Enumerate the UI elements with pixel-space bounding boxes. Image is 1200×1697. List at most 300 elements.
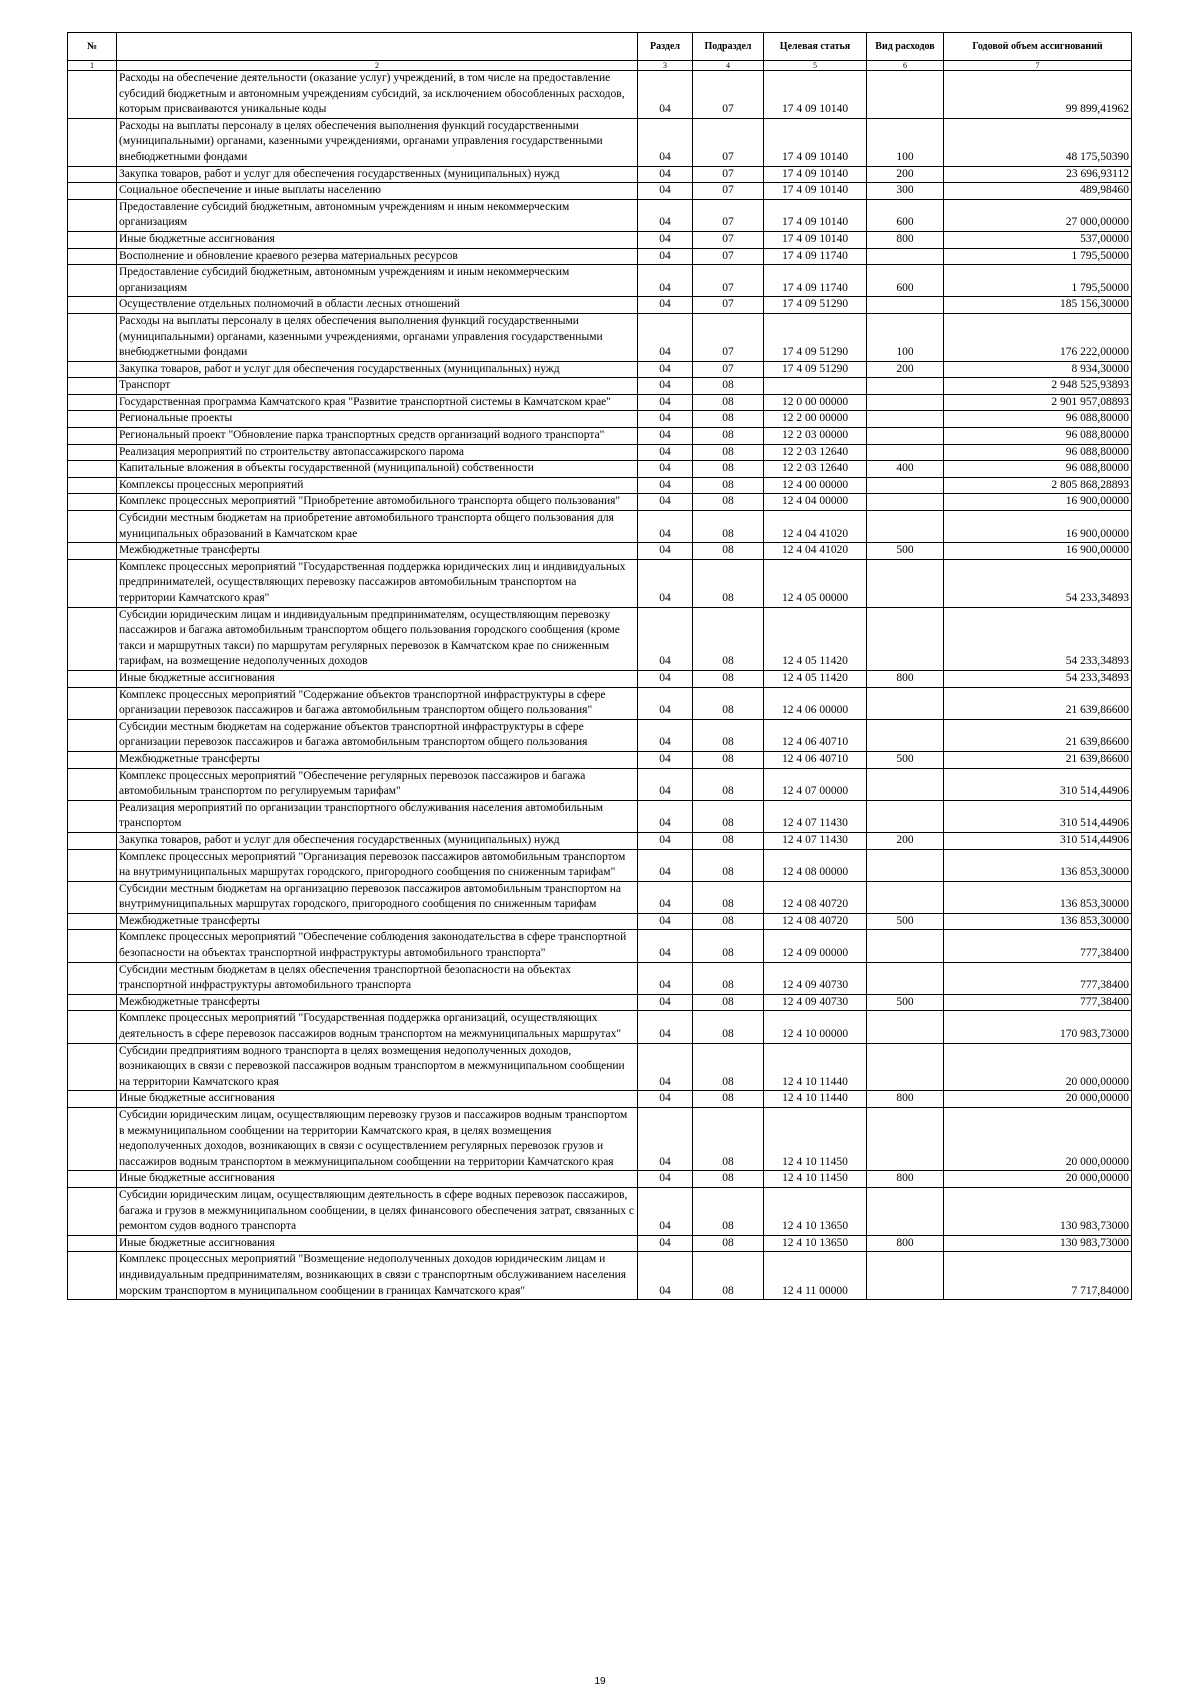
cell-num xyxy=(68,477,117,494)
cell-num xyxy=(68,1252,117,1300)
cell-type: 100 xyxy=(867,118,944,166)
cell-podrazdel: 08 xyxy=(693,670,764,687)
cell-amount: 8 934,30000 xyxy=(944,361,1132,378)
cell-name: Региональные проекты xyxy=(117,411,638,428)
cell-razdel: 04 xyxy=(638,930,693,962)
cell-type: 200 xyxy=(867,361,944,378)
table-row xyxy=(68,930,1132,962)
table-row xyxy=(68,994,1132,1011)
cell-name: Межбюджетные трансферты xyxy=(117,913,638,930)
cell-type xyxy=(867,511,944,543)
cell-razdel: 04 xyxy=(638,832,693,849)
cell-num xyxy=(68,411,117,428)
table-row xyxy=(68,411,1132,428)
cell-name: Комплекс процессных мероприятий "Обеспечение соблюдения законодательства в сфере транспортной безопасности на объектах транспортной инфраструктуры автомобильного транспорта" xyxy=(117,930,638,962)
cell-num xyxy=(68,444,117,461)
cell-type: 200 xyxy=(867,166,944,183)
cell-num xyxy=(68,1043,117,1091)
cell-num xyxy=(68,199,117,231)
header-target: Целевая статья xyxy=(764,33,867,61)
cell-target: 12 4 06 00000 xyxy=(764,687,867,719)
cell-type xyxy=(867,962,944,994)
cell-podrazdel: 08 xyxy=(693,494,764,511)
cell-target: 17 4 09 51290 xyxy=(764,313,867,361)
cell-target: 12 4 08 40720 xyxy=(764,913,867,930)
cell-type: 500 xyxy=(867,543,944,560)
cell-target: 12 4 10 11440 xyxy=(764,1043,867,1091)
cell-name: Иные бюджетные ассигнования xyxy=(117,1171,638,1188)
cell-podrazdel: 08 xyxy=(693,559,764,607)
cell-target: 17 4 09 51290 xyxy=(764,297,867,314)
cell-target: 12 4 06 40710 xyxy=(764,751,867,768)
cell-razdel: 04 xyxy=(638,248,693,265)
table-row xyxy=(68,687,1132,719)
cell-amount: 20 000,00000 xyxy=(944,1108,1132,1171)
cell-amount: 310 514,44906 xyxy=(944,768,1132,800)
cell-type xyxy=(867,1252,944,1300)
cell-amount: 130 983,73000 xyxy=(944,1235,1132,1252)
cell-type: 200 xyxy=(867,832,944,849)
table-row xyxy=(68,670,1132,687)
cell-type: 400 xyxy=(867,461,944,478)
cell-num xyxy=(68,913,117,930)
cell-type xyxy=(867,800,944,832)
cell-name: Комплекс процессных мероприятий "Государственная поддержка юридических лиц и индивидуальных предпринимателей, осуществляющих перевозку пассажиров автомобильным транспортом на территории Камчатского края" xyxy=(117,559,638,607)
cell-razdel: 04 xyxy=(638,962,693,994)
cell-name: Закупка товаров, работ и услуг для обеспечения государственных (муниципальных) нужд xyxy=(117,832,638,849)
cell-razdel: 04 xyxy=(638,444,693,461)
column-number-row xyxy=(68,61,1132,71)
cell-target: 12 4 05 11420 xyxy=(764,670,867,687)
cell-type: 800 xyxy=(867,1171,944,1188)
cell-razdel: 04 xyxy=(638,183,693,200)
cell-type xyxy=(867,607,944,670)
cell-podrazdel: 08 xyxy=(693,511,764,543)
cell-name: Комплекс процессных мероприятий "Организация перевозок пассажиров автомобильным транспортом на внутримуниципальных маршрутах городского, пригородного сообщения по сниженным тарифам" xyxy=(117,849,638,881)
cell-podrazdel: 08 xyxy=(693,607,764,670)
cell-amount: 96 088,80000 xyxy=(944,411,1132,428)
cell-target: 17 4 09 10140 xyxy=(764,199,867,231)
cell-amount: 1 795,50000 xyxy=(944,265,1132,297)
cell-podrazdel: 08 xyxy=(693,428,764,445)
cell-podrazdel: 08 xyxy=(693,913,764,930)
cell-podrazdel: 08 xyxy=(693,1011,764,1043)
table-row xyxy=(68,1171,1132,1188)
cell-target: 12 4 10 00000 xyxy=(764,1011,867,1043)
cell-name: Комплекс процессных мероприятий "Содержание объектов транспортной инфраструктуры в сфере организации перевозок пассажиров и багажа автомобильным транспортом общего пользования" xyxy=(117,687,638,719)
cell-num xyxy=(68,231,117,248)
cell-name: Комплекс процессных мероприятий "Возмещение недополученных доходов юридическим лицам и индивидуальным предпринимателям, возникающих в связи с транспортным обслуживанием населения морским транспортом в муниципальном сообщении в границах Камчатского края" xyxy=(117,1252,638,1300)
table-row xyxy=(68,1011,1132,1043)
cell-podrazdel: 07 xyxy=(693,361,764,378)
cell-amount: 310 514,44906 xyxy=(944,832,1132,849)
cell-amount: 136 853,30000 xyxy=(944,849,1132,881)
cell-type xyxy=(867,394,944,411)
cell-podrazdel: 08 xyxy=(693,800,764,832)
cell-target: 12 4 11 00000 xyxy=(764,1252,867,1300)
cell-target: 12 4 00 00000 xyxy=(764,477,867,494)
cell-type xyxy=(867,1011,944,1043)
cell-amount: 54 233,34893 xyxy=(944,559,1132,607)
table-row xyxy=(68,913,1132,930)
cell-razdel: 04 xyxy=(638,411,693,428)
cell-num xyxy=(68,1011,117,1043)
cell-amount: 537,00000 xyxy=(944,231,1132,248)
cell-name: Региональный проект "Обновление парка транспортных средств организаций водного транспорта" xyxy=(117,428,638,445)
cell-type xyxy=(867,768,944,800)
cell-razdel: 04 xyxy=(638,461,693,478)
cell-target: 12 4 04 41020 xyxy=(764,511,867,543)
cell-amount: 136 853,30000 xyxy=(944,913,1132,930)
cell-amount: 2 948 525,93893 xyxy=(944,378,1132,395)
table-row xyxy=(68,199,1132,231)
cell-name: Осуществление отдельных полномочий в области лесных отношений xyxy=(117,297,638,314)
cell-num xyxy=(68,1091,117,1108)
cell-target: 17 4 09 10140 xyxy=(764,118,867,166)
cell-podrazdel: 08 xyxy=(693,411,764,428)
cell-num xyxy=(68,166,117,183)
cell-type xyxy=(867,378,944,395)
cell-type: 600 xyxy=(867,199,944,231)
cell-num xyxy=(68,428,117,445)
cell-num xyxy=(68,607,117,670)
table-row xyxy=(68,313,1132,361)
cell-num xyxy=(68,1187,117,1235)
cell-amount: 21 639,86600 xyxy=(944,687,1132,719)
cell-name: Субсидии юридическим лицам, осуществляющим деятельность в сфере водных перевозок пассажиров, багажа и грузов в межмуниципальном сообщении, в целях финансового обеспечения затрат, связанных с ремонтом судов водного транспорта xyxy=(117,1187,638,1235)
cell-razdel: 04 xyxy=(638,994,693,1011)
cell-razdel: 04 xyxy=(638,1091,693,1108)
cell-type: 800 xyxy=(867,1235,944,1252)
cell-razdel: 04 xyxy=(638,559,693,607)
column-number: 6 xyxy=(867,61,944,71)
cell-num xyxy=(68,313,117,361)
cell-amount: 20 000,00000 xyxy=(944,1171,1132,1188)
cell-amount: 20 000,00000 xyxy=(944,1043,1132,1091)
cell-razdel: 04 xyxy=(638,687,693,719)
cell-amount: 16 900,00000 xyxy=(944,511,1132,543)
cell-name: Субсидии местным бюджетам на содержание объектов транспортной инфраструктуры в сфере организации перевозок пассажиров и багажа автомобильным транспортом общего пользования xyxy=(117,719,638,751)
cell-num xyxy=(68,511,117,543)
cell-amount: 54 233,34893 xyxy=(944,670,1132,687)
cell-num xyxy=(68,361,117,378)
cell-type xyxy=(867,930,944,962)
cell-num xyxy=(68,719,117,751)
cell-podrazdel: 07 xyxy=(693,118,764,166)
cell-type xyxy=(867,1043,944,1091)
cell-amount: 20 000,00000 xyxy=(944,1091,1132,1108)
cell-type xyxy=(867,444,944,461)
cell-num xyxy=(68,930,117,962)
cell-amount: 48 175,50390 xyxy=(944,118,1132,166)
cell-type: 500 xyxy=(867,751,944,768)
cell-podrazdel: 07 xyxy=(693,297,764,314)
cell-target: 12 4 10 11450 xyxy=(764,1108,867,1171)
cell-name: Восполнение и обновление краевого резерва материальных ресурсов xyxy=(117,248,638,265)
cell-name: Межбюджетные трансферты xyxy=(117,994,638,1011)
cell-name: Комплекс процессных мероприятий "Государственная поддержка организаций, осуществляющих деятельность в сфере перевозок пассажиров водным транспортом на межмуниципальных маршрутах" xyxy=(117,1011,638,1043)
table-row xyxy=(68,265,1132,297)
table-row xyxy=(68,849,1132,881)
cell-podrazdel: 07 xyxy=(693,248,764,265)
cell-target: 17 4 09 10140 xyxy=(764,166,867,183)
cell-name: Иные бюджетные ассигнования xyxy=(117,1235,638,1252)
cell-razdel: 04 xyxy=(638,1187,693,1235)
cell-name: Расходы на обеспечение деятельности (оказание услуг) учреждений, в том числе на предоставление субсидий бюджетным и автономным учреждениям субсидий, за исключением обособленных расходов, которым присваиваются уникальные коды xyxy=(117,71,638,119)
cell-target: 12 4 04 41020 xyxy=(764,543,867,560)
table-row xyxy=(68,607,1132,670)
cell-target: 12 4 07 00000 xyxy=(764,768,867,800)
cell-num xyxy=(68,1108,117,1171)
cell-type xyxy=(867,559,944,607)
header-type: Вид расходов xyxy=(867,33,944,61)
cell-name: Закупка товаров, работ и услуг для обеспечения государственных (муниципальных) нужд xyxy=(117,361,638,378)
column-number: 7 xyxy=(944,61,1132,71)
cell-podrazdel: 07 xyxy=(693,265,764,297)
cell-type xyxy=(867,71,944,119)
cell-num xyxy=(68,559,117,607)
cell-podrazdel: 08 xyxy=(693,1235,764,1252)
table-row xyxy=(68,881,1132,913)
cell-razdel: 04 xyxy=(638,428,693,445)
cell-razdel: 04 xyxy=(638,1252,693,1300)
cell-num xyxy=(68,1235,117,1252)
table-row xyxy=(68,1252,1132,1300)
cell-name: Государственная программа Камчатского края "Развитие транспортной системы в Камчатском крае" xyxy=(117,394,638,411)
cell-podrazdel: 08 xyxy=(693,1171,764,1188)
cell-amount: 23 696,93112 xyxy=(944,166,1132,183)
cell-target: 12 4 10 13650 xyxy=(764,1187,867,1235)
cell-amount: 777,38400 xyxy=(944,930,1132,962)
cell-num xyxy=(68,768,117,800)
cell-name: Межбюджетные трансферты xyxy=(117,543,638,560)
cell-podrazdel: 08 xyxy=(693,444,764,461)
cell-podrazdel: 08 xyxy=(693,1108,764,1171)
cell-name: Иные бюджетные ассигнования xyxy=(117,1091,638,1108)
cell-target: 12 4 09 40730 xyxy=(764,962,867,994)
table-row xyxy=(68,118,1132,166)
cell-amount: 1 795,50000 xyxy=(944,248,1132,265)
cell-podrazdel: 08 xyxy=(693,930,764,962)
cell-type: 500 xyxy=(867,994,944,1011)
cell-amount: 54 233,34893 xyxy=(944,607,1132,670)
table-row xyxy=(68,962,1132,994)
cell-razdel: 04 xyxy=(638,313,693,361)
header-amount: Годовой объем ассигнований xyxy=(944,33,1132,61)
cell-num xyxy=(68,670,117,687)
table-row xyxy=(68,751,1132,768)
cell-name: Комплекс процессных мероприятий "Приобретение автомобильного транспорта общего пользования" xyxy=(117,494,638,511)
cell-razdel: 04 xyxy=(638,265,693,297)
cell-razdel: 04 xyxy=(638,670,693,687)
cell-razdel: 04 xyxy=(638,751,693,768)
cell-razdel: 04 xyxy=(638,378,693,395)
cell-podrazdel: 08 xyxy=(693,687,764,719)
cell-razdel: 04 xyxy=(638,881,693,913)
table-row xyxy=(68,832,1132,849)
table-row xyxy=(68,394,1132,411)
cell-num xyxy=(68,849,117,881)
cell-name: Социальное обеспечение и иные выплаты населению xyxy=(117,183,638,200)
cell-razdel: 04 xyxy=(638,71,693,119)
cell-target: 12 4 05 00000 xyxy=(764,559,867,607)
table-row xyxy=(68,1091,1132,1108)
cell-amount: 2 901 957,08893 xyxy=(944,394,1132,411)
cell-podrazdel: 08 xyxy=(693,543,764,560)
cell-amount: 96 088,80000 xyxy=(944,428,1132,445)
cell-name: Реализация мероприятий по строительству автопассажирского парома xyxy=(117,444,638,461)
cell-podrazdel: 08 xyxy=(693,1252,764,1300)
cell-podrazdel: 07 xyxy=(693,183,764,200)
table-row xyxy=(68,1043,1132,1091)
cell-name: Предоставление субсидий бюджетным, автономным учреждениям и иным некоммерческим организациям xyxy=(117,265,638,297)
table-row xyxy=(68,543,1132,560)
header-row xyxy=(68,33,1132,61)
cell-name: Межбюджетные трансферты xyxy=(117,751,638,768)
cell-name: Закупка товаров, работ и услуг для обеспечения государственных (муниципальных) нужд xyxy=(117,166,638,183)
cell-num xyxy=(68,118,117,166)
cell-target: 12 4 10 11450 xyxy=(764,1171,867,1188)
cell-num xyxy=(68,800,117,832)
cell-amount: 136 853,30000 xyxy=(944,881,1132,913)
table-row xyxy=(68,183,1132,200)
cell-type xyxy=(867,687,944,719)
cell-podrazdel: 08 xyxy=(693,1187,764,1235)
cell-name: Субсидии местным бюджетам на приобретение автомобильного транспорта общего пользования для муниципальных образований в Камчатском крае xyxy=(117,511,638,543)
cell-target: 12 0 00 00000 xyxy=(764,394,867,411)
cell-name: Субсидии юридическим лицам и индивидуальным предпринимателям, осуществляющим перевозку пассажиров и багажа автомобильным транспортом общего пользования городского сообщения (кроме такси и маршрутных такси) по маршрутам регулярных перевозок в Камчатском крае по сниженным тарифам, на возмещение недополученных доходов xyxy=(117,607,638,670)
table-row xyxy=(68,428,1132,445)
cell-type: 600 xyxy=(867,265,944,297)
cell-razdel: 04 xyxy=(638,768,693,800)
column-number: 3 xyxy=(638,61,693,71)
cell-podrazdel: 08 xyxy=(693,881,764,913)
cell-amount: 777,38400 xyxy=(944,962,1132,994)
table-row xyxy=(68,166,1132,183)
cell-num xyxy=(68,881,117,913)
table-row xyxy=(68,461,1132,478)
cell-amount: 99 899,41962 xyxy=(944,71,1132,119)
cell-type xyxy=(867,1108,944,1171)
cell-razdel: 04 xyxy=(638,1171,693,1188)
cell-podrazdel: 07 xyxy=(693,313,764,361)
cell-razdel: 04 xyxy=(638,297,693,314)
cell-amount: 170 983,73000 xyxy=(944,1011,1132,1043)
cell-num xyxy=(68,183,117,200)
cell-amount: 130 983,73000 xyxy=(944,1187,1132,1235)
cell-name: Реализация мероприятий по организации транспортного обслуживания населения автомобильным транспортом xyxy=(117,800,638,832)
cell-amount: 777,38400 xyxy=(944,994,1132,1011)
cell-razdel: 04 xyxy=(638,511,693,543)
cell-num xyxy=(68,994,117,1011)
table-row xyxy=(68,1108,1132,1171)
cell-name: Субсидии юридическим лицам, осуществляющим перевозку грузов и пассажиров водным транспортом в межмуниципальном сообщении на территории Камчатского края, в целях возмещения недополученных доходов, возникающих в связи с осуществлением регулярных перевозок грузов и пассажиров водным транспортом в межмуниципальном сообщении на территории Камчатского края xyxy=(117,1108,638,1171)
cell-razdel: 04 xyxy=(638,1235,693,1252)
cell-type: 800 xyxy=(867,670,944,687)
cell-amount: 2 805 868,28893 xyxy=(944,477,1132,494)
cell-name: Субсидии предприятиям водного транспорта в целях возмещения недополученных доходов, возникающих в связи с перевозкой пассажиров водным транспортом в межмуниципальном сообщении на территории Камчатского края xyxy=(117,1043,638,1091)
table-row xyxy=(68,559,1132,607)
header-num: № xyxy=(68,33,117,61)
cell-target: 17 4 09 11740 xyxy=(764,248,867,265)
cell-num xyxy=(68,832,117,849)
cell-type: 500 xyxy=(867,913,944,930)
cell-target: 12 4 09 00000 xyxy=(764,930,867,962)
cell-amount: 16 900,00000 xyxy=(944,494,1132,511)
cell-amount: 7 717,84000 xyxy=(944,1252,1132,1300)
cell-type xyxy=(867,719,944,751)
table-row xyxy=(68,800,1132,832)
cell-type: 800 xyxy=(867,231,944,248)
cell-target: 17 4 09 10140 xyxy=(764,231,867,248)
cell-type xyxy=(867,428,944,445)
cell-num xyxy=(68,962,117,994)
cell-name: Расходы на выплаты персоналу в целях обеспечения выполнения функций государственными (муниципальными) органами, казенными учреждениями, органами управления государственными внебюджетными фондами xyxy=(117,313,638,361)
cell-razdel: 04 xyxy=(638,913,693,930)
cell-razdel: 04 xyxy=(638,1011,693,1043)
cell-podrazdel: 07 xyxy=(693,199,764,231)
cell-amount: 489,98460 xyxy=(944,183,1132,200)
cell-type xyxy=(867,297,944,314)
cell-name: Иные бюджетные ассигнования xyxy=(117,670,638,687)
cell-razdel: 04 xyxy=(638,394,693,411)
cell-podrazdel: 08 xyxy=(693,378,764,395)
cell-podrazdel: 08 xyxy=(693,832,764,849)
cell-razdel: 04 xyxy=(638,849,693,881)
cell-podrazdel: 08 xyxy=(693,1043,764,1091)
cell-num xyxy=(68,71,117,119)
header-razdel: Раздел xyxy=(638,33,693,61)
table-row xyxy=(68,1235,1132,1252)
cell-podrazdel: 07 xyxy=(693,231,764,248)
cell-podrazdel: 08 xyxy=(693,768,764,800)
cell-type: 100 xyxy=(867,313,944,361)
cell-type: 300 xyxy=(867,183,944,200)
cell-podrazdel: 08 xyxy=(693,849,764,881)
cell-name: Капитальные вложения в объекты государственной (муниципальной) собственности xyxy=(117,461,638,478)
cell-target: 12 4 04 00000 xyxy=(764,494,867,511)
cell-amount: 176 222,00000 xyxy=(944,313,1132,361)
column-number: 4 xyxy=(693,61,764,71)
cell-amount: 96 088,80000 xyxy=(944,461,1132,478)
cell-type xyxy=(867,477,944,494)
cell-razdel: 04 xyxy=(638,719,693,751)
cell-num xyxy=(68,751,117,768)
cell-type xyxy=(867,1187,944,1235)
cell-name: Субсидии местным бюджетам на организацию перевозок пассажиров автомобильным транспортом на внутримуниципальных маршрутах городского, пригородного сообщения по сниженным тарифам xyxy=(117,881,638,913)
cell-razdel: 04 xyxy=(638,1108,693,1171)
cell-podrazdel: 08 xyxy=(693,751,764,768)
cell-name: Комплексы процессных мероприятий xyxy=(117,477,638,494)
cell-amount: 185 156,30000 xyxy=(944,297,1132,314)
cell-podrazdel: 07 xyxy=(693,166,764,183)
cell-podrazdel: 08 xyxy=(693,1091,764,1108)
cell-type: 800 xyxy=(867,1091,944,1108)
table-row xyxy=(68,361,1132,378)
table-row xyxy=(68,719,1132,751)
table-row xyxy=(68,248,1132,265)
table-row xyxy=(68,1187,1132,1235)
table-row xyxy=(68,71,1132,119)
cell-num xyxy=(68,248,117,265)
cell-target: 12 4 10 11440 xyxy=(764,1091,867,1108)
table-row xyxy=(68,511,1132,543)
cell-name: Расходы на выплаты персоналу в целях обеспечения выполнения функций государственными (муниципальными) органами, казенными учреждениями, органами управления государственными внебюджетными фондами xyxy=(117,118,638,166)
column-number: 5 xyxy=(764,61,867,71)
cell-target: 12 2 03 12640 xyxy=(764,461,867,478)
cell-name: Иные бюджетные ассигнования xyxy=(117,231,638,248)
cell-amount: 21 639,86600 xyxy=(944,719,1132,751)
